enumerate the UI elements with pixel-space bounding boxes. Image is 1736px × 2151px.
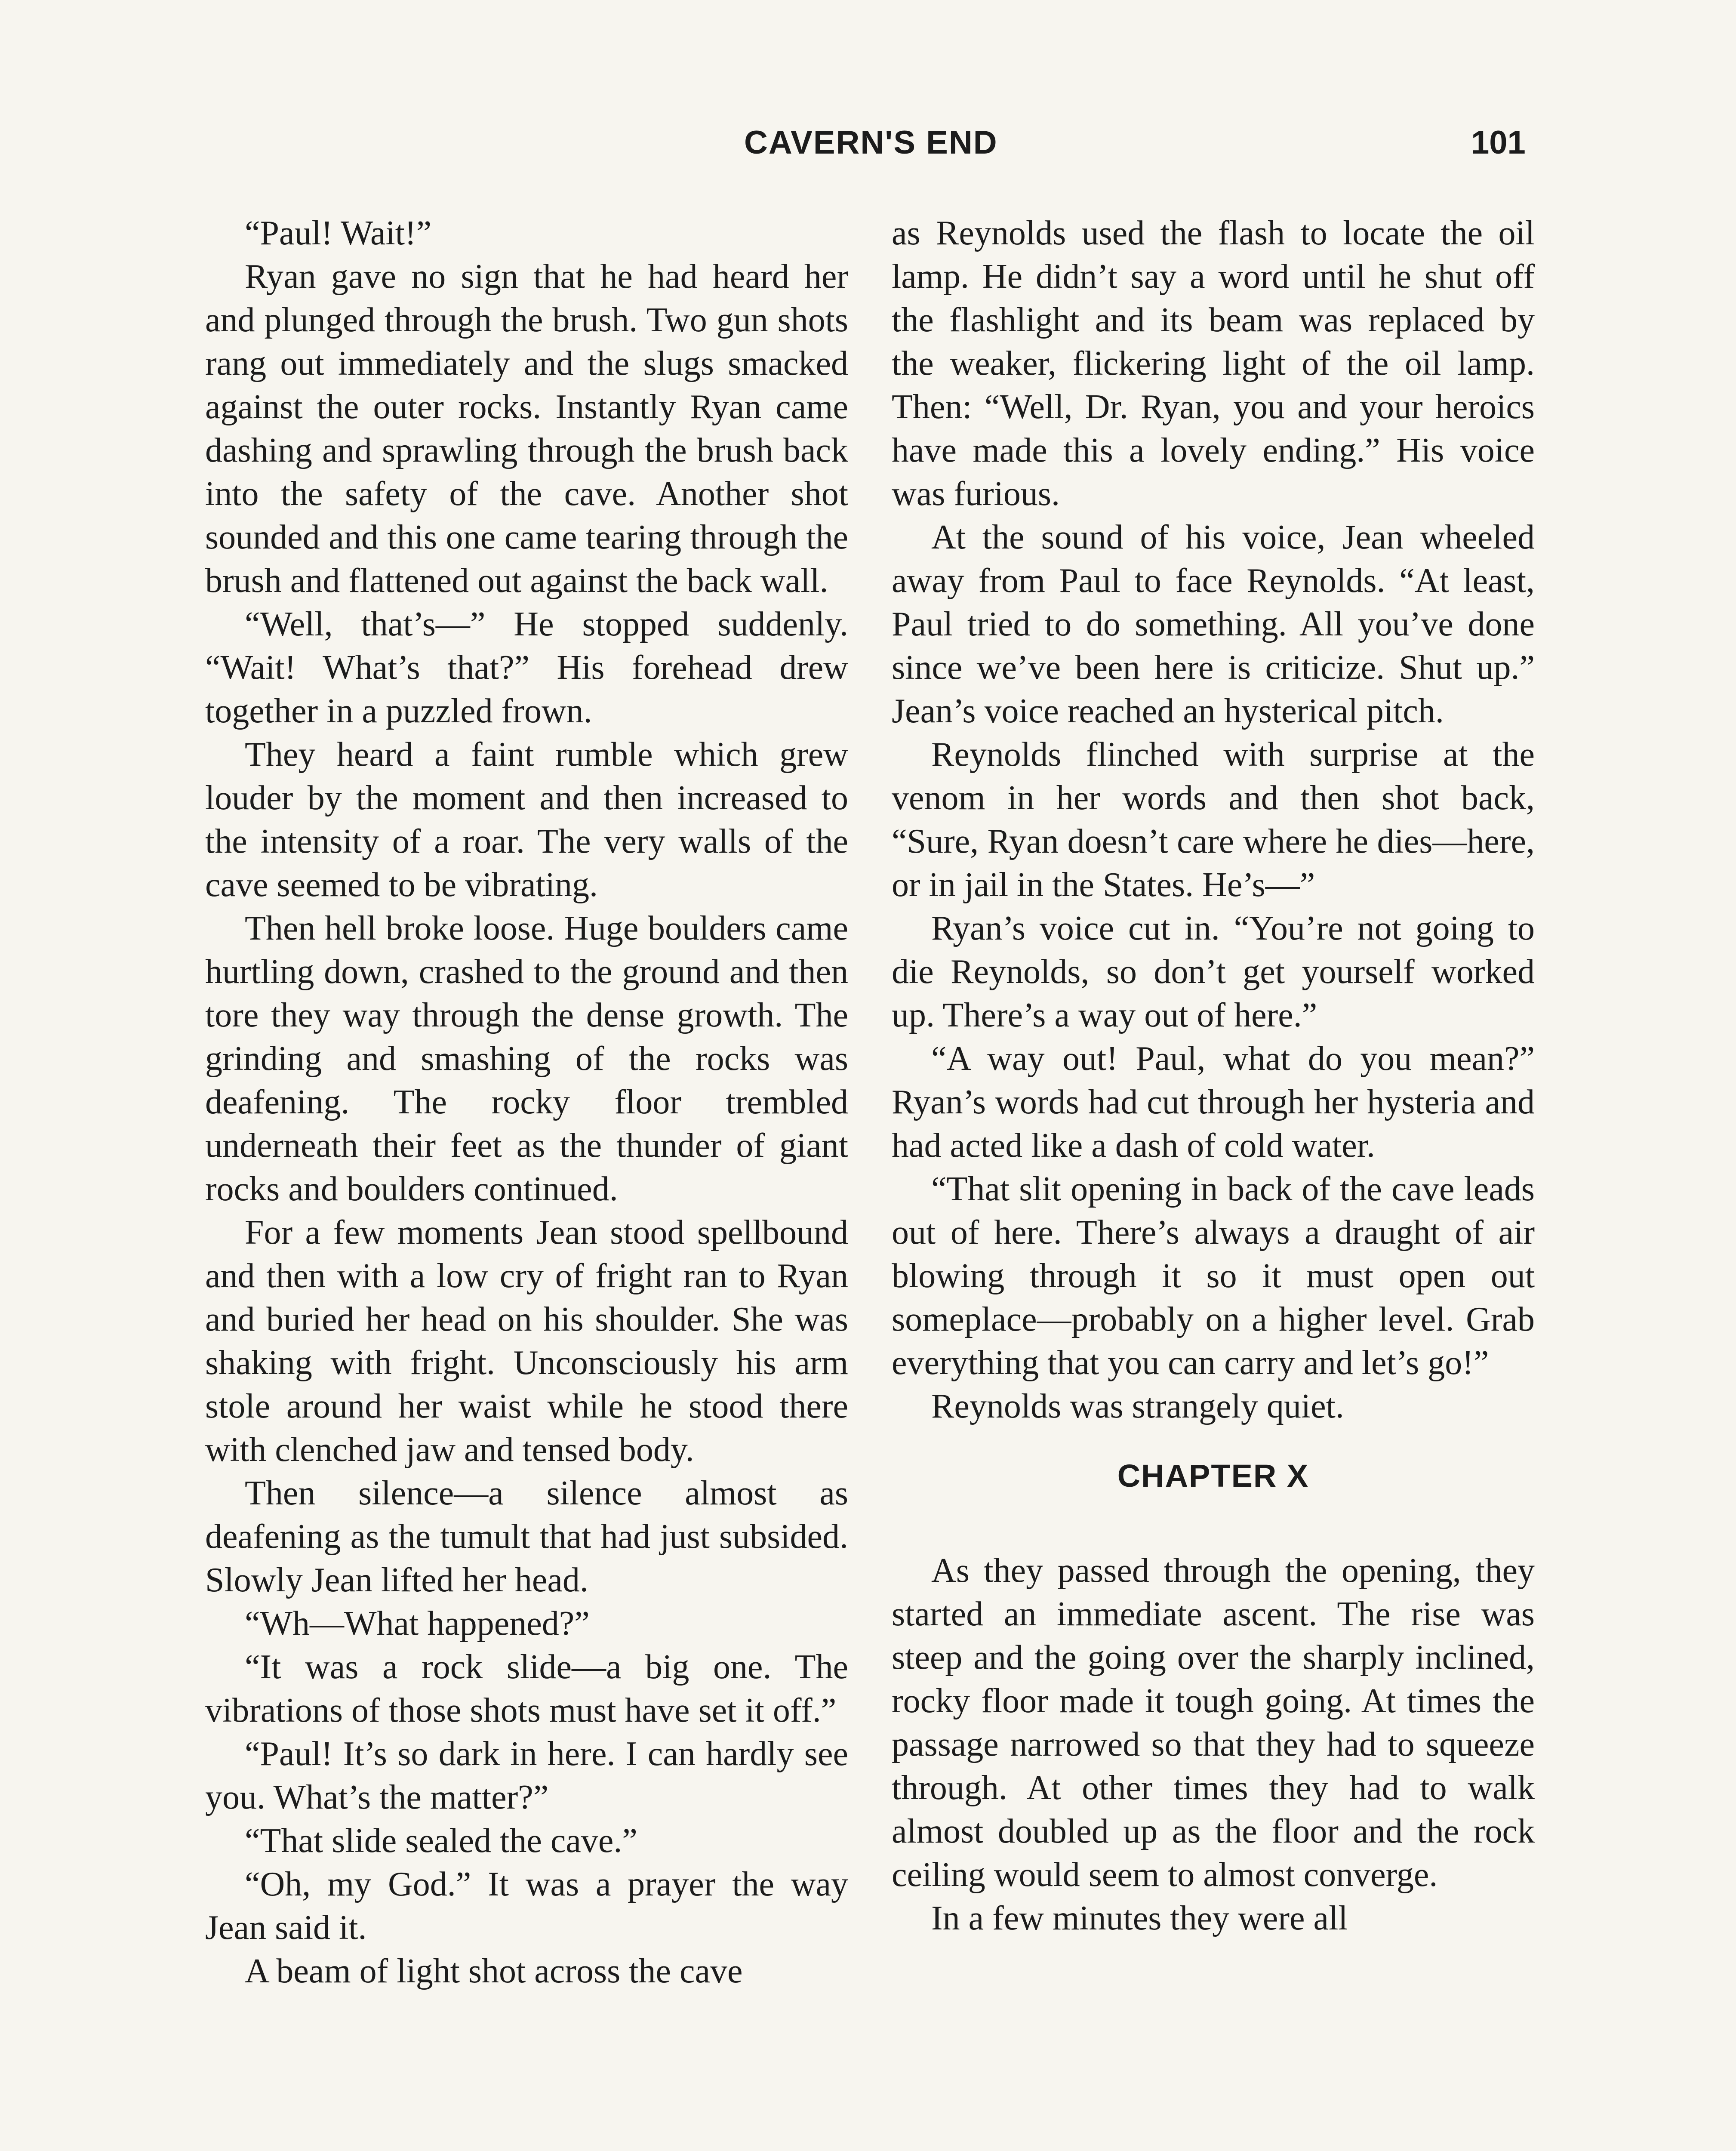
chapter-heading: CHAPTER X <box>1117 1458 1309 1494</box>
paragraph: Then silence—a silence almost as deafening as the tumult that had just subsided. Slowly Jean lifted her head. <box>205 1474 848 1599</box>
paragraph: “Wh—What happened?” <box>245 1605 590 1643</box>
paragraph: As they passed through the opening, they started an immediate ascent. The rise was steep and the going over the sharply inclined, rocky floor made it tough going. At times the passage narrowed so that they had to squeeze through. At other times they had to walk almost doubled up as the floor and the rock ceiling would seem to almost converge. <box>892 1552 1535 1894</box>
paragraph: “Oh, my God.” It was a prayer the way Jean said it. <box>205 1865 848 1947</box>
paragraph: “A way out! Paul, what do you mean?” Ryan’s words had cut through her hysteria and had acted like a dash of cold water. <box>892 1040 1535 1165</box>
paragraph: At the sound of his voice, Jean wheeled away from Paul to face Reynolds. “At least, Paul tried to do something. All you’ve done since we’ve been here is criticize. Shut up.” Jean’s voice reached an hysterical pitch. <box>892 518 1535 730</box>
paragraph: In a few minutes they were all <box>931 1899 1348 1937</box>
paragraph: For a few moments Jean stood spellbound and then with a low cry of fright ran to Ryan and buried her head on his shoulder. She was shaking with fright. Unconsciously his arm stole around her waist while he stood there with clenched jaw and tensed body. <box>205 1214 848 1469</box>
running-title: CAVERN'S END <box>744 124 998 161</box>
paragraph: Then hell broke loose. Huge boulders came hurtling down, crashed to the ground and then tore they way through the dense growth. The grinding and smashing of the rocks was deafening. The rocky floor trembled underneath their feet as the thunder of giant rocks and boulders continued. <box>205 909 848 1208</box>
paragraph: Ryan’s voice cut in. “You’re not going to die Reynolds, so don’t get yourself worked up. There’s a way out of here.” <box>892 909 1535 1034</box>
paragraph: They heard a faint rumble which grew louder by the moment and then increased to the intensity of a roar. The very walls of the cave seemed to be vibrating. <box>205 736 848 904</box>
right-text-column <box>892 212 1535 2151</box>
paragraph: “Paul! It’s so dark in here. I can hardly see you. What’s the matter?” <box>205 1735 848 1816</box>
paragraph: “It was a rock slide—a big one. The vibrations of those shots must have set it off.” <box>205 1648 848 1729</box>
paragraph: “Paul! Wait!” <box>245 214 432 252</box>
paragraph: Ryan gave no sign that he had heard her and plunged through the brush. Two gun shots rang out immediately and the slugs smacked against the outer rocks. Instantly Ryan came dashing and sprawling through the brush back into the safety of the cave. Another shot sounded and this one came tearing through the brush and flattened out against the back wall. <box>205 258 848 600</box>
paragraph: Reynolds flinched with surprise at the venom in her words and then shot back, “Sure, Ryan doesn’t care where he dies—here, or in jail in the States. He’s—” <box>892 736 1535 904</box>
paragraph: Reynolds was strangely quiet. <box>931 1387 1344 1425</box>
paragraph: as Reynolds used the flash to locate the oil lamp. He didn’t say a word until he shut off the flashlight and its beam was replaced by the weaker, flickering light of the oil lamp. Then: “Well, Dr. Ryan, you and your heroics have made this a lovely ending.” His voice was furious. <box>892 214 1535 513</box>
paragraph: “That slit opening in back of the cave leads out of here. There’s always a draught of air blowing through it so it must open out someplace—probably on a higher level. Grab everything that you can carry and let’s go!” <box>892 1170 1535 1382</box>
page-number: 101 <box>1471 124 1526 161</box>
left-text-column <box>205 212 848 2151</box>
paragraph: “That slide sealed the cave.” <box>245 1822 637 1860</box>
paragraph: A beam of light shot across the cave <box>245 1952 743 1990</box>
paragraph: “Well, that’s—” He stopped suddenly. “Wait! What’s that?” His forehead drew together in a puzzled frown. <box>205 605 848 730</box>
